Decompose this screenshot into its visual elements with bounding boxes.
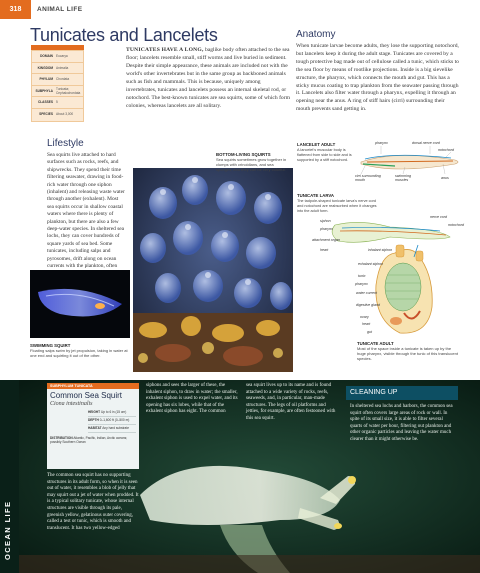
label-anus: anus xyxy=(441,176,449,180)
cleaning-up-heading: CLEANING UP xyxy=(346,386,458,400)
label-heart-adult: heart xyxy=(362,322,371,326)
profile-common-name: Common Sea Squirt xyxy=(50,391,123,400)
label-nerve-cord: nerve cord xyxy=(430,215,447,219)
label-inhalant-siphon: inhalant siphon xyxy=(368,248,393,252)
label-digestive-gland: digestive gland xyxy=(356,303,380,307)
caption-text: Floating salps swim by jet propulsion, taking in water at one end and squirting it out of the other. xyxy=(30,348,128,358)
fact-habitat-label: HABITAT xyxy=(88,426,102,430)
classification-row xyxy=(32,86,83,98)
label-tunic: tunic xyxy=(358,274,366,278)
classification-key: SPECIES xyxy=(39,112,53,117)
fact-height xyxy=(88,409,136,417)
label-ovary: ovary xyxy=(360,315,369,319)
profile-subphylum: SUBPHYLUM TUNICATA xyxy=(47,383,139,389)
label-water-current: water current xyxy=(356,291,377,295)
label-notochord: notochord xyxy=(438,148,454,152)
classification-row xyxy=(32,109,83,121)
anatomy-paragraph: When tunicate larvae become adults, they lose the supporting notochord, but lancelets keep it during the adult stage. Tunicates are covered by a tough protective bag made out of cellulose called a tunic, which sticks to the sea floor by means of rootlike projections. Inside is a big sievelike structure, the pharynx, which connects the mouth and gut. This has a sticky mucus coating to trap plankton from the seawater passing through it. Lancelets also filter water through a pharynx, expelling it through an opening near the anus. A ring of stiff hairs (cirri) surrounding their mouth prevents sand getting in. xyxy=(296,43,459,113)
anatomy-heading: Anatomy xyxy=(296,29,336,40)
classification-value: Animalia xyxy=(56,65,69,70)
fact-habitat-value: Any hard substrate xyxy=(102,426,129,430)
classification-value: Tunicata; Cephalochordata xyxy=(56,86,81,95)
classification-row xyxy=(32,97,83,109)
classification-row xyxy=(32,74,83,86)
distribution-value: Atlantic, Pacific, Indian, Arctic oceans; possibly Southern Ocean xyxy=(50,436,128,445)
caption-title: BOTTOM-LIVING SQUIRTS xyxy=(216,152,271,157)
classification-key: DOMAIN xyxy=(40,54,53,59)
distribution-label: DISTRIBUTION xyxy=(50,436,73,440)
label-heart: heart xyxy=(320,248,329,252)
page-title: Tunicates and Lancelets xyxy=(30,25,218,45)
lancelet-diagram-title: LANCELET ADULT xyxy=(297,142,336,147)
larva-diagram-text: The tadpole-shaped tunicate larva's nerve cord and notochord are reabsorbed when it changes into the adult form. xyxy=(297,199,377,213)
profile-facts xyxy=(47,409,139,433)
salp-photo xyxy=(30,270,130,338)
label-cirri: cirri surrounding mouth xyxy=(355,174,381,182)
caption-swimming xyxy=(30,343,130,358)
page-number: 318 xyxy=(0,0,31,19)
caption-tunicate-adult xyxy=(357,341,461,361)
fact-height-value: Up to 6 in (15 cm) xyxy=(100,410,127,414)
classification-row xyxy=(32,63,83,75)
label-exhalant-siphon: exhalant siphon xyxy=(358,262,384,266)
classification-key: PHYLUM xyxy=(39,77,53,82)
cleaning-up-text: In sheltered sea lochs and harbors, the common sea squirt often covers large areas of rock or wall. In spite of its small size, it is able to filter several quarts of water per hour, filtering out plankton and other organic particles and leaving the water much clearer than it might otherwise be. xyxy=(350,404,453,442)
classification-value: About 3,000 xyxy=(56,112,74,117)
intro-text: baglike body often attached to the sea floor; lancelets resemble small, stiff worms and live buried in sediment. Despite their simple appearance, these animals are included not with the world's other invertebrates but in the same group as backboned animals such as fish and mammals. This is because, uniquely among invertebrates, tunicates and lancelets possess an internal skeletal rod, or notochord. The best-known tunicates are sea squirts, some of which form colonies, whereas lancelets are all solitary. xyxy=(126,47,290,109)
classification-value: Chordata xyxy=(56,77,70,82)
intro-lead: TUNICATES HAVE A LONG, xyxy=(126,47,204,53)
profile-distribution xyxy=(50,436,136,445)
classification-value: Eucarya xyxy=(56,54,68,59)
species-text-col2: siphons and sees the larger of these, the inhalent siphon, to draw in water; the smaller, exhalent siphon is used to expel water, and its opening has six lobes, while that of the exhalent siphon has eight. The common xyxy=(146,383,238,415)
label-pharynx-adult: pharynx xyxy=(355,282,368,286)
species-profile-box xyxy=(47,383,139,469)
lifestyle-paragraph: Sea squirts live attached to hard surfaces such as rocks, reefs, and shipwrecks. They spend their time filtering seawater, drawing in food-rich water through one siphon (inhalent) and releasing waste water through another (exhalent). Most sea squirts occur in shallow coastal waters where there is plenty of plankton, but there are also a few deep-water species. In sheltered sea lochs, they can cover hundreds of square yards of sea bed. Some tunicates, including salps and pyrosomes, drift along on ocean currents with the plankton, often xyxy=(47,152,125,270)
label-pharynx: pharynx xyxy=(375,141,388,145)
side-label: OCEAN LIFE xyxy=(3,500,12,560)
fact-depth xyxy=(88,417,136,425)
caption-title: TUNICATE ADULT xyxy=(357,341,394,346)
profile-scientific-name: Ciona intestinalis xyxy=(50,401,93,407)
fact-habitat xyxy=(88,425,136,433)
page-header xyxy=(0,0,480,19)
caption-bottom-living xyxy=(216,152,290,172)
fact-depth-value: 0–1,600 ft (0–500 m) xyxy=(99,418,130,422)
classification-key: KINGDOM xyxy=(37,65,53,70)
lifestyle-heading: Lifestyle xyxy=(47,138,84,149)
species-text-col1: The common sea squirt has no supporting structures in its adult form, so when it is seen out of water, it resembles a blob of jelly that may squirt out a jet of water when prodded. It is a typical solitary tunicate, whose internal structures are visible through its pale, greenish yellow, gelatinous outer covering, called a test or tunic, which is smooth and translucent. It has two yellow-edged xyxy=(47,473,139,531)
label-notochord: notochord xyxy=(448,223,464,227)
label-swimming-muscles: swimming muscles xyxy=(395,174,411,182)
label-siphon: siphon xyxy=(320,219,331,223)
species-text-col3: sea squirt lives up to its name and is found attached to a wide variety of rocks, reefs, seaweeds, and, in particular, man-made structures. The legs of oil platforms and jetties, for example, are often festooned with this sea squirt. xyxy=(246,383,336,421)
classification-value: 5 xyxy=(56,100,58,105)
classification-box xyxy=(31,50,84,122)
sea-squirt-colony-photo xyxy=(133,168,293,372)
fact-height-label: HEIGHT xyxy=(88,410,101,414)
fact-depth-label: DEPTH xyxy=(88,418,99,422)
caption-text: Most of the space inside a tunicate is taken up by the huge pharynx, visible through the tunic of this translucent species. xyxy=(357,346,458,361)
classification-key: SUBPHYLA xyxy=(35,88,53,93)
classification-key: CLASSES xyxy=(37,100,53,105)
larva-diagram-title: TUNICATE LARVA xyxy=(297,193,334,198)
lancelet-diagram-text: A lancelet's muscular body is flattened from side to side and is supported by a stiff notochord. xyxy=(297,148,352,162)
classification-row xyxy=(32,51,83,63)
label-gut: gut xyxy=(367,330,372,334)
intro-paragraph xyxy=(126,46,290,110)
label-dorsal-nerve-cord: dorsal nerve cord xyxy=(412,141,440,145)
label-pharynx: pharynx xyxy=(320,227,333,231)
caption-text: Sea squirts sometimes grow together in clumps with crinoidians, and sea sponges, and they can be very colorful. xyxy=(216,157,287,172)
tunicate-diagram xyxy=(300,215,465,340)
caption-title: SWIMMING SQUIRT xyxy=(30,343,71,348)
section-title: ANIMAL LIFE xyxy=(37,6,83,13)
label-attachment-organ: attachment organ xyxy=(312,238,340,242)
